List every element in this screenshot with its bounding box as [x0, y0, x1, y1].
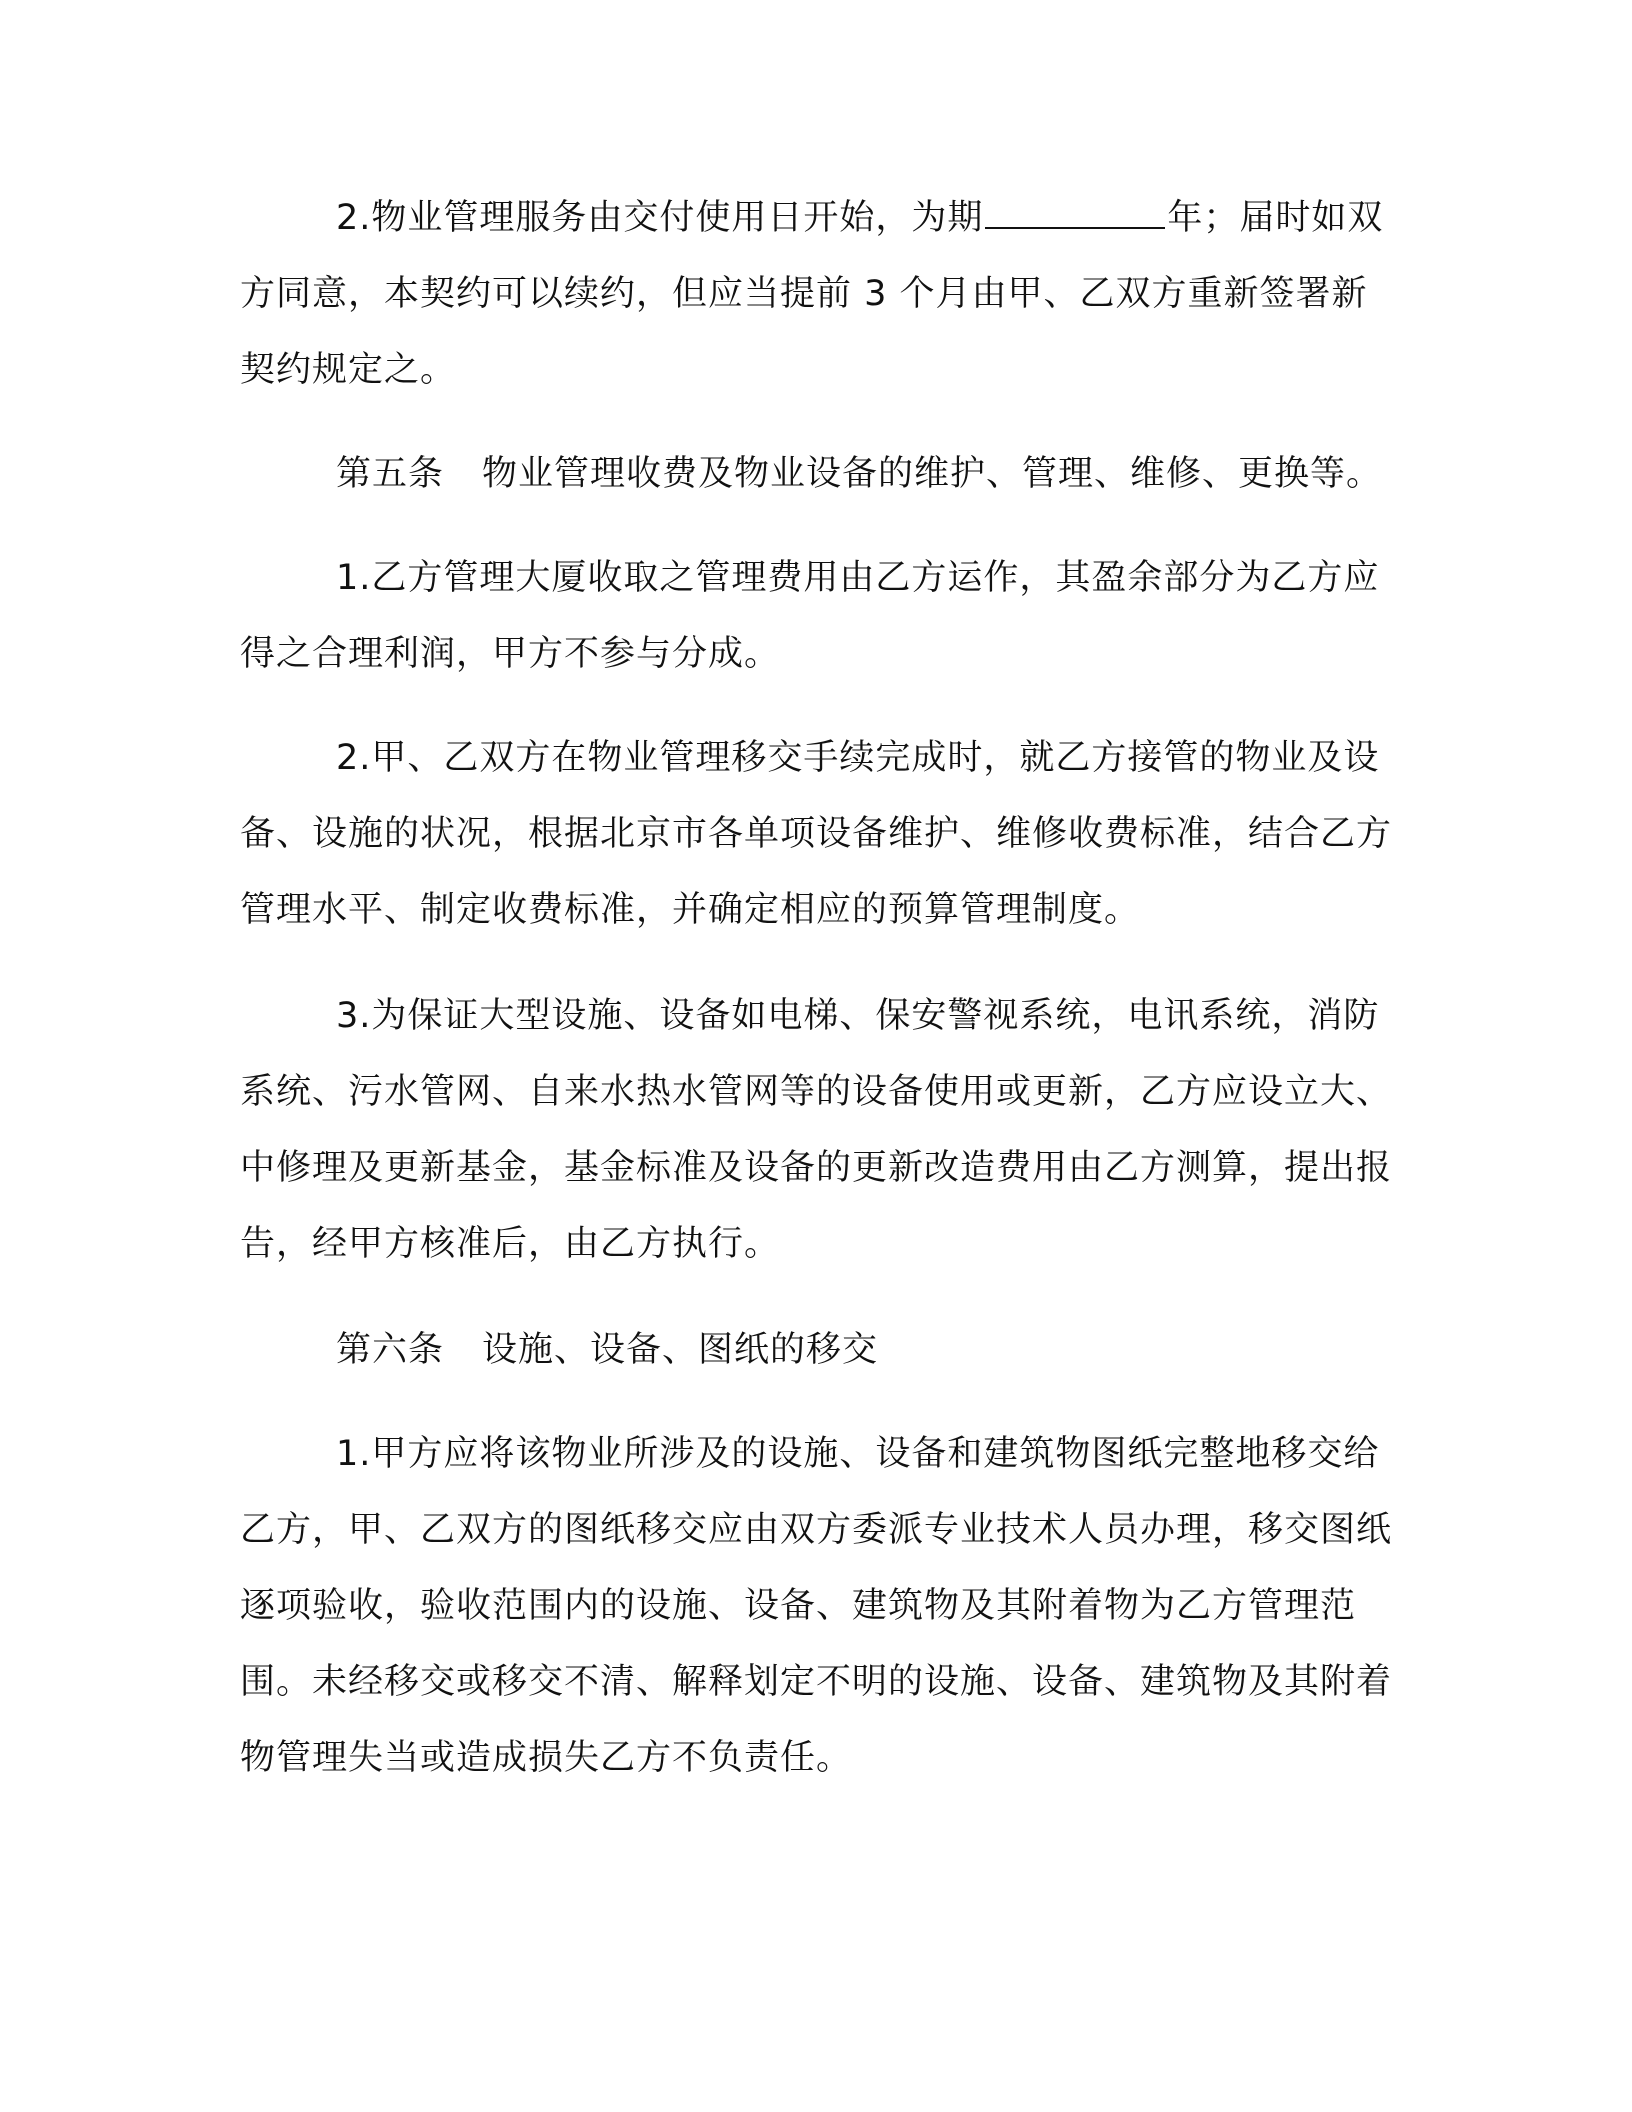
- clause-service-term: [240, 180, 1392, 408]
- article-6-title: 设施、设备、图纸的移交: [482, 1330, 879, 1370]
- clause-service-term-rest: 年；届时如双方同意，本契约可以续约，但应当提前 3 个月由甲、乙双方重新签署新契约规定之。: [240, 198, 1384, 390]
- article-5-number: 第五条: [336, 454, 445, 494]
- clause-service-term-lead: 2.物业管理服务由交付使用日开始，为期: [336, 198, 984, 238]
- article-5-item-3: 3.为保证大型设施、设备如电梯、保安警视系统，电讯系统，消防系统、污水管网、自来水热水管网等的设备使用或更新，乙方应设立大、中修理及更新基金，基金标准及设备的更新改造费用由乙方测算，提出报告，经甲方核准后，由乙方执行。: [240, 996, 1393, 1264]
- article-5-item-2: 2.甲、乙双方在物业管理移交手续完成时，就乙方接管的物业及设备、设施的状况，根据北京市各单项设备维护、维修收费标准，结合乙方管理水平、制定收费标准，并确定相应的预算管理制度。: [240, 738, 1393, 930]
- article-5-heading: [336, 436, 1382, 512]
- article-6-number: 第六条: [336, 1330, 445, 1370]
- article-5-item-1: 1.乙方管理大厦收取之管理费用由乙方运作，其盈余部分为乙方应得之合理利润，甲方不参与分成。: [240, 558, 1380, 674]
- term-years-blank: [985, 197, 1165, 229]
- article-6-item-1: 1.甲方应将该物业所涉及的设施、设备和建筑物图纸完整地移交给乙方，甲、乙双方的图纸移交应由双方委派专业技术人员办理，移交图纸逐项验收，验收范围内的设施、设备、建筑物及其附着物为乙方管理范围。未经移交或移交不清、解释划定不明的设施、设备、建筑物及其附着物管理失当或造成损失乙方不负责任。: [240, 1434, 1393, 1778]
- article-5-title: 物业管理收费及物业设备的维护、管理、维修、更换等。: [482, 454, 1383, 494]
- article-6-heading: [336, 1312, 878, 1388]
